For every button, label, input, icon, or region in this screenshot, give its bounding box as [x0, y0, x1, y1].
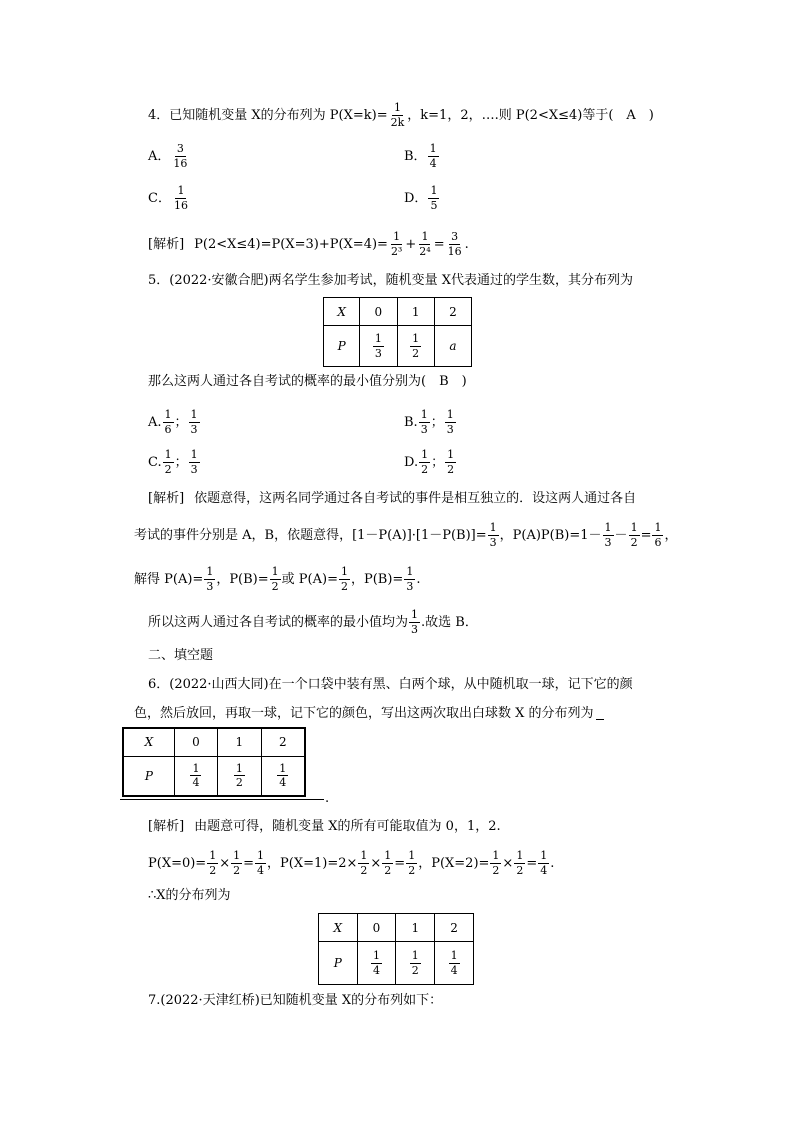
q6-analysis-line-1: [解析] 由题意可得，随机变量 X的所有可能取值为 0，1，2.: [148, 819, 501, 834]
q5-option-d: D. $\frac{1}{2}$ ； $\frac{1}{2}$: [404, 448, 455, 476]
q5-option-a: A. $\frac{1}{6}$ ； $\frac{1}{3}$: [148, 408, 198, 436]
q6-distribution-table: X 0 1 2 P $\frac{1}{4}$ $\frac{1}{2}$ $\frac{1}{4}$: [318, 913, 474, 985]
q4-option-b: B． $\frac{1}{4}$: [404, 142, 437, 170]
q5-option-c: C. $\frac{1}{2}$ ； $\frac{1}{3}$: [148, 448, 198, 476]
q5-question: 那么这两人通过各自考试的概率的最小值分别为( B ): [148, 374, 467, 389]
q4-analysis: [解析] P(2<X≤4)=P(X=3)+P(X=4)= $\frac{1}{\text{2³}}$ + $\frac{1}{\text{2⁴}}$ = $\frac{3}{16}$ .: [148, 230, 469, 258]
q5-analysis-line-1: [解析] 依题意得，这两名同学通过各自考试的事件是相互独立的．设这两人通过各自: [148, 491, 637, 506]
fraction: $\frac{1}{2k}$: [390, 101, 405, 129]
q6-analysis-line-2: P(X=0)= $\frac{1}{2}$ × $\frac{1}{2}$ = $\frac{1}{4}$ ，P(X=1)=2× $\frac{1}{2}$ × $\frac{1}{2}$ = $\frac{1}{2}$ ，P(X=2)= $\frac{1}{2}$ × $\frac{1}{2}$ = $\frac{1}{4}$ .: [148, 849, 555, 877]
q5-distribution-table: X 0 1 2 P $\frac{1}{3}$ $\frac{1}{2}$ a: [323, 297, 472, 367]
q5-stem: 5．(2022·安徽合肥)两名学生参加考试，随机变量 X代表通过的学生数，其分布列为: [148, 273, 634, 288]
q4-option-a: A． $\frac{3}{16}$: [148, 142, 188, 170]
q6-answer-table: X 0 1 2 P $\frac{1}{4}$ $\frac{1}{2}$ $\frac{1}{4}$: [122, 727, 306, 797]
q5-analysis-line-2: 考试的事件分别是 A，B，依题意得，[1－P(A)]·[1－P(B)]= $\frac{1}{3}$ ，P(A)P(B)=1－ $\frac{1}{3}$ － $\frac{1}{2}$ = $\frac{1}{6}$ ，: [134, 521, 678, 549]
q4-stem: 4．已知随机变量 X的分布列为 P(X=k)= $\frac{1}{2k}$ ，k=1，2，….则 P(2<X≤4)等于( A ): [148, 101, 654, 129]
q6-therefore: ∴X的分布列为: [148, 888, 231, 903]
q5-analysis-line-3: 解得 P(A)= $\frac{1}{3}$ ，P(B)= $\frac{1}{2}$ 或 P(A)= $\frac{1}{2}$ ，P(B)= $\frac{1}{3}$ .: [134, 565, 421, 593]
q4-option-d: D． $\frac{1}{5}$: [404, 184, 438, 212]
section-heading: 二、填空题: [148, 648, 214, 663]
q5-option-b: B. $\frac{1}{3}$ ； $\frac{1}{3}$: [404, 408, 454, 436]
answer-underline: [120, 799, 324, 800]
q6-stem-line-2: 色，然后放回，再取一球，记下它的颜色，写出这两次取出白球数 X 的分布列为: [134, 707, 604, 720]
period: .: [325, 791, 330, 806]
q6-stem-line-1: 6．(2022·山西大同)在一个口袋中装有黑、白两个球，从中随机取一球，记下它的颜: [148, 677, 633, 692]
q5-analysis-line-4: 所以这两人通过各自考试的概率的最小值均为 $\frac{1}{3}$ .故选 B．: [148, 608, 478, 636]
q4-option-c: C． $\frac{1}{16}$: [148, 184, 188, 212]
q7-stem: 7.(2022·天津红桥)已知随机变量 X的分布列如下：: [148, 993, 443, 1008]
